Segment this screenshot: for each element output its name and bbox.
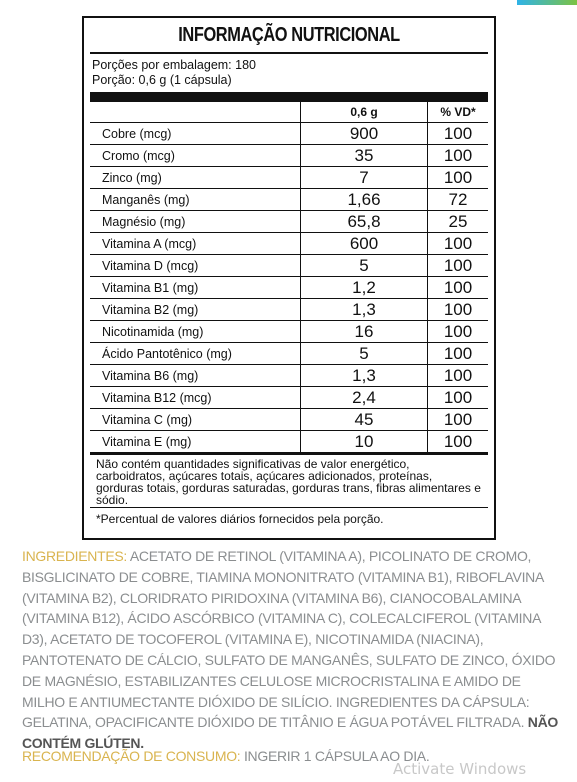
nutrient-daily-value: 100 (428, 387, 489, 409)
nutrient-name: Nicotinamida (mg) (90, 321, 301, 343)
nutrient-amount: 5 (301, 255, 428, 277)
header-nutrient (90, 102, 301, 123)
nutrient-daily-value: 100 (428, 167, 489, 189)
table-row (90, 343, 488, 365)
nutrient-amount: 1,2 (301, 277, 428, 299)
nutrient-amount: 600 (301, 233, 428, 255)
serving-size: Porção: 0,6 g (1 cápsula) (92, 73, 232, 87)
nutrient-daily-value: 100 (428, 277, 489, 299)
nutrient-amount: 1,66 (301, 189, 428, 211)
nutrient-name: Ácido Pantotênico (mg) (90, 343, 301, 365)
table-row (90, 299, 488, 321)
nutrient-amount: 10 (301, 431, 428, 453)
header-daily-value: % VD* (428, 102, 489, 123)
table-row (90, 409, 488, 431)
nutrient-amount: 5 (301, 343, 428, 365)
table-header-row (90, 102, 488, 123)
ingredients-text: ACETATO DE RETINOL (VITAMINA A), PICOLINATO DE CROMO, BISGLICINATO DE COBRE, TIAMINA MONONITRATO (VITAMINA B1), RIBOFLAVINA (VITAMINA B2), CLORIDRATO PIRIDOXINA (VITAMINA B6), CIANOCOBALAMINA (VITAMINA B12), ÁCIDO ASCÓRBICO (VITAMINA C), COLECALCIFEROL (VITAMINA D3), ACETATO DE TOCOFEROL (VITAMINA E), NICOTINAMIDA (NIACINA), PANTOTENATO DE CÁLCIO, SULFATO DE MANGANÊS, SULFATO DE ZINCO, ÓXIDO DE MAGNÉSIO, ESTABILIZANTES CELULOSE MICROCRISTALINA E AMIDO DE MILHO E ANTIUMECTANTE DIÓXIDO DE SILÍCIO. INGREDIENTES DA CÁPSULA: GELATINA, OPACIFICANTE DIÓXIDO DE TITÂNIO E ÁGUA POTÁVEL FILTRADA. (22, 548, 556, 731)
thick-divider (90, 92, 488, 102)
nutrient-amount: 1,3 (301, 299, 428, 321)
nutrient-daily-value: 100 (428, 409, 489, 431)
nutrient-daily-value: 100 (428, 299, 489, 321)
nutrient-amount: 900 (301, 123, 428, 145)
activate-windows-watermark: Activate Windows (393, 760, 527, 778)
nutrition-title: INFORMAÇÃO NUTRICIONAL (178, 24, 400, 46)
header-amount: 0,6 g (301, 102, 428, 123)
nutrient-daily-value: 100 (428, 431, 489, 453)
nutrient-name: Vitamina B6 (mg) (90, 365, 301, 387)
nutrient-name: Vitamina B12 (mcg) (90, 387, 301, 409)
nutrient-daily-value: 100 (428, 123, 489, 145)
nutrient-name: Vitamina B2 (mg) (90, 299, 301, 321)
nutrient-daily-value: 100 (428, 233, 489, 255)
table-row (90, 211, 488, 233)
consumption-recommendation (22, 748, 429, 764)
table-row (90, 167, 488, 189)
table-row (90, 123, 488, 145)
nutrient-amount: 1,3 (301, 365, 428, 387)
brand-accent-bar (517, 0, 577, 5)
table-row (90, 145, 488, 167)
nutrient-name: Manganês (mg) (90, 189, 301, 211)
nutrient-amount: 45 (301, 409, 428, 431)
nutrient-name: Vitamina A (mcg) (90, 233, 301, 255)
nutrient-daily-value: 100 (428, 145, 489, 167)
recommendation-heading: RECOMENDAÇÃO DE CONSUMO: (22, 748, 241, 764)
recommendation-text: INGERIR 1 CÁPSULA AO DIA. (243, 748, 430, 764)
nutrient-daily-value: 100 (428, 255, 489, 277)
nutrient-name: Vitamina B1 (mg) (90, 277, 301, 299)
title-divider (90, 52, 488, 54)
table-row (90, 365, 488, 387)
nutrient-name: Vitamina E (mg) (90, 431, 301, 453)
ingredients-paragraph (22, 546, 558, 754)
nutrient-name: Vitamina D (mcg) (90, 255, 301, 277)
nutrient-daily-value: 72 (428, 189, 489, 211)
nutrient-name: Cobre (mcg) (90, 123, 301, 145)
nutrient-amount: 7 (301, 167, 428, 189)
nutrient-amount: 65,8 (301, 211, 428, 233)
nutrient-daily-value: 100 (428, 321, 489, 343)
table-row (90, 277, 488, 299)
nutrient-name: Magnésio (mg) (90, 211, 301, 233)
gluten-warning: NÃO CONTÉM GLÚTEN. (22, 714, 558, 752)
nutrient-amount: 2,4 (301, 387, 428, 409)
table-row (90, 189, 488, 211)
nutrient-amount: 35 (301, 145, 428, 167)
servings-info (92, 58, 486, 88)
table-row (90, 387, 488, 409)
nutrient-name: Vitamina C (mg) (90, 409, 301, 431)
nutrient-name: Zinco (mg) (90, 167, 301, 189)
nutrient-daily-value: 25 (428, 211, 489, 233)
nutrient-amount: 16 (301, 321, 428, 343)
table-row (90, 233, 488, 255)
nutrition-facts-label (82, 16, 496, 540)
ingredients-heading: INGREDIENTES: (22, 548, 128, 564)
nutrition-table (90, 102, 488, 453)
table-row (90, 321, 488, 343)
table-row (90, 431, 488, 453)
not-significant-note: Não contém quantidades significativas de valor energético, carboidratos, açúcares totais, açúcares adicionados, proteínas, gorduras totais, gorduras saturadas, gorduras trans, fibras alimentares e sódio. (90, 453, 488, 505)
daily-value-footnote: *Percentual de valores diários fornecidos pela porção. (90, 507, 488, 526)
servings-per-package: Porções por embalagem: 180 (92, 58, 256, 72)
nutrient-daily-value: 100 (428, 365, 489, 387)
nutrient-name: Cromo (mcg) (90, 145, 301, 167)
table-row (90, 255, 488, 277)
nutrient-daily-value: 100 (428, 343, 489, 365)
